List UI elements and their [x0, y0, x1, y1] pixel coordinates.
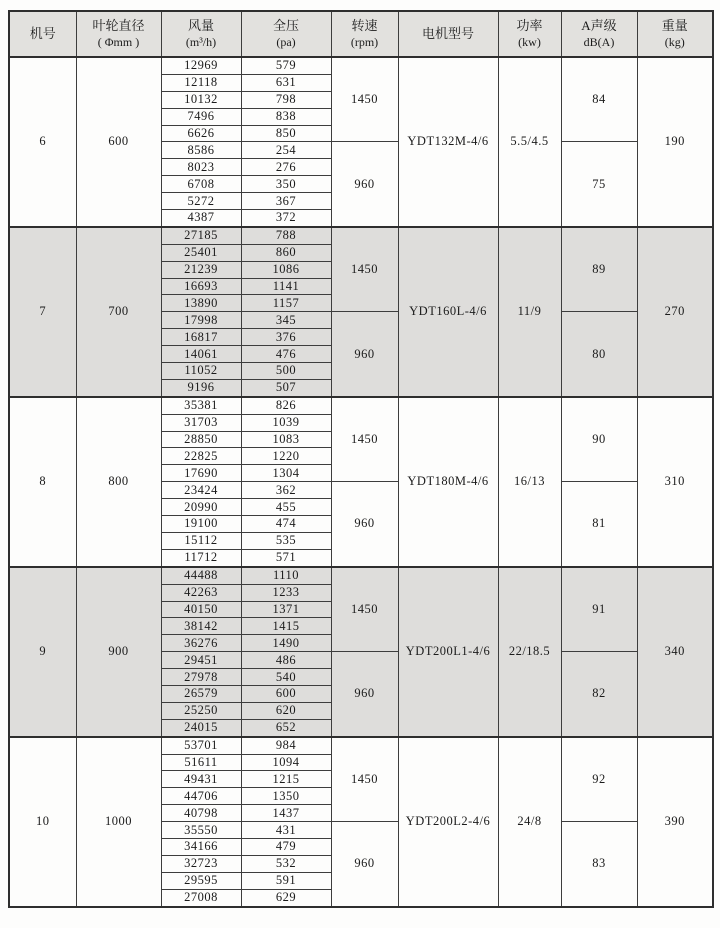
airflow-cell: 6626 — [161, 125, 241, 142]
speed-cell: 1450 — [331, 227, 398, 312]
pressure-cell: 860 — [241, 244, 331, 261]
pressure-cell: 535 — [241, 532, 331, 549]
airflow-cell: 31703 — [161, 414, 241, 431]
airflow-cell: 17690 — [161, 465, 241, 482]
weight-cell: 340 — [637, 567, 713, 737]
motor-model-cell: YDT200L2-4/6 — [398, 737, 498, 907]
airflow-cell: 38142 — [161, 618, 241, 635]
airflow-cell: 11052 — [161, 363, 241, 380]
pressure-cell: 826 — [241, 397, 331, 414]
pressure-cell: 1157 — [241, 295, 331, 312]
airflow-cell: 16693 — [161, 278, 241, 295]
pressure-cell: 1039 — [241, 414, 331, 431]
airflow-cell: 12118 — [161, 74, 241, 91]
power-cell: 16/13 — [498, 397, 561, 567]
pressure-cell: 629 — [241, 889, 331, 906]
header-label: A声级 — [581, 17, 617, 33]
speed-cell: 960 — [331, 142, 398, 227]
speed-cell: 1450 — [331, 397, 398, 482]
speed-cell: 960 — [331, 822, 398, 907]
airflow-cell: 11712 — [161, 549, 241, 566]
airflow-cell: 49431 — [161, 771, 241, 788]
pressure-cell: 620 — [241, 702, 331, 719]
weight-cell: 310 — [637, 397, 713, 567]
airflow-cell: 29451 — [161, 652, 241, 669]
airflow-cell: 26579 — [161, 685, 241, 702]
speed-cell: 960 — [331, 312, 398, 397]
pressure-cell: 486 — [241, 652, 331, 669]
header-noise-level — [561, 11, 637, 57]
pressure-cell: 532 — [241, 855, 331, 872]
machine-no-cell: 8 — [9, 397, 76, 567]
fan-spec-table — [8, 10, 714, 908]
header-row — [9, 11, 713, 57]
weight-cell: 190 — [637, 57, 713, 227]
noise-cell: 75 — [561, 142, 637, 227]
pressure-cell: 254 — [241, 142, 331, 159]
machine-no-cell: 9 — [9, 567, 76, 737]
airflow-cell: 34166 — [161, 838, 241, 855]
pressure-cell: 500 — [241, 363, 331, 380]
table-header — [9, 11, 713, 57]
pressure-cell: 591 — [241, 872, 331, 889]
airflow-cell: 21239 — [161, 261, 241, 278]
header-unit: (kw) — [518, 34, 541, 49]
airflow-cell: 13890 — [161, 295, 241, 312]
weight-cell: 270 — [637, 227, 713, 397]
diameter-cell: 800 — [76, 397, 161, 567]
speed-cell: 1450 — [331, 57, 398, 142]
diameter-cell: 1000 — [76, 737, 161, 907]
airflow-cell: 12969 — [161, 57, 241, 74]
header-unit: (m³/h) — [185, 34, 217, 49]
motor-model-cell: YDT180M-4/6 — [398, 397, 498, 567]
header-unit: dB(A) — [583, 34, 615, 49]
header-label: 叶轮直径 — [92, 17, 145, 33]
pressure-cell: 362 — [241, 482, 331, 499]
pressure-cell: 350 — [241, 176, 331, 193]
diameter-cell: 700 — [76, 227, 161, 397]
airflow-cell: 44488 — [161, 567, 241, 584]
header-motor-model — [398, 11, 498, 57]
pressure-cell: 455 — [241, 499, 331, 516]
pressure-cell: 1233 — [241, 584, 331, 601]
table-row — [9, 737, 713, 754]
pressure-cell: 1415 — [241, 618, 331, 635]
noise-cell: 91 — [561, 567, 637, 652]
airflow-cell: 4387 — [161, 210, 241, 227]
pressure-cell: 579 — [241, 57, 331, 74]
motor-model-cell: YDT200L1-4/6 — [398, 567, 498, 737]
pressure-cell: 1350 — [241, 788, 331, 805]
pressure-cell: 1094 — [241, 754, 331, 771]
header-impeller-diameter — [76, 11, 161, 57]
airflow-cell: 27978 — [161, 669, 241, 686]
pressure-cell: 571 — [241, 549, 331, 566]
airflow-cell: 32723 — [161, 855, 241, 872]
noise-cell: 81 — [561, 482, 637, 567]
pressure-cell: 1490 — [241, 635, 331, 652]
pressure-cell: 1215 — [241, 771, 331, 788]
pressure-cell: 1141 — [241, 278, 331, 295]
machine-no-cell: 6 — [9, 57, 76, 227]
power-cell: 11/9 — [498, 227, 561, 397]
airflow-cell: 25250 — [161, 702, 241, 719]
pressure-cell: 367 — [241, 193, 331, 210]
header-label: 功率 — [516, 17, 543, 33]
airflow-cell: 9196 — [161, 379, 241, 396]
airflow-cell: 17998 — [161, 312, 241, 329]
airflow-cell: 24015 — [161, 719, 241, 736]
airflow-cell: 6708 — [161, 176, 241, 193]
diameter-cell: 600 — [76, 57, 161, 227]
airflow-cell: 28850 — [161, 431, 241, 448]
table-row — [9, 567, 713, 584]
pressure-cell: 345 — [241, 312, 331, 329]
airflow-cell: 40798 — [161, 805, 241, 822]
airflow-cell: 14061 — [161, 346, 241, 363]
airflow-cell: 44706 — [161, 788, 241, 805]
header-power — [498, 11, 561, 57]
airflow-cell: 8586 — [161, 142, 241, 159]
header-label: 重量 — [661, 17, 688, 33]
header-weight — [637, 11, 713, 57]
pressure-cell: 652 — [241, 719, 331, 736]
pressure-cell: 1086 — [241, 261, 331, 278]
header-speed — [331, 11, 398, 57]
pressure-cell: 1437 — [241, 805, 331, 822]
airflow-cell: 42263 — [161, 584, 241, 601]
noise-cell: 80 — [561, 312, 637, 397]
header-unit: (kg) — [664, 34, 685, 49]
speed-cell: 960 — [331, 482, 398, 567]
airflow-cell: 35381 — [161, 397, 241, 414]
motor-model-cell: YDT160L-4/6 — [398, 227, 498, 397]
pressure-cell: 798 — [241, 91, 331, 108]
speed-cell: 960 — [331, 652, 398, 737]
airflow-cell: 27185 — [161, 227, 241, 244]
header-label: 风量 — [187, 17, 214, 33]
pressure-cell: 540 — [241, 669, 331, 686]
noise-cell: 83 — [561, 822, 637, 907]
speed-cell: 1450 — [331, 567, 398, 652]
table-body — [9, 57, 713, 907]
pressure-cell: 838 — [241, 108, 331, 125]
airflow-cell: 20990 — [161, 499, 241, 516]
header-label: 电机型号 — [421, 25, 474, 41]
airflow-cell: 29595 — [161, 872, 241, 889]
machine-no-cell: 10 — [9, 737, 76, 907]
machine-no-cell: 7 — [9, 227, 76, 397]
pressure-cell: 600 — [241, 685, 331, 702]
pressure-cell: 431 — [241, 822, 331, 839]
header-unit: (pa) — [276, 34, 296, 49]
airflow-cell: 25401 — [161, 244, 241, 261]
diameter-cell: 900 — [76, 567, 161, 737]
header-unit: (rpm) — [350, 34, 379, 49]
airflow-cell: 51611 — [161, 754, 241, 771]
header-label: 全压 — [272, 17, 299, 33]
airflow-cell: 8023 — [161, 159, 241, 176]
power-cell: 22/18.5 — [498, 567, 561, 737]
pressure-cell: 1083 — [241, 431, 331, 448]
airflow-cell: 15112 — [161, 532, 241, 549]
table-row — [9, 397, 713, 414]
airflow-cell: 7496 — [161, 108, 241, 125]
speed-cell: 1450 — [331, 737, 398, 822]
noise-cell: 82 — [561, 652, 637, 737]
airflow-cell: 23424 — [161, 482, 241, 499]
noise-cell: 89 — [561, 227, 637, 312]
weight-cell: 390 — [637, 737, 713, 907]
pressure-cell: 1220 — [241, 448, 331, 465]
pressure-cell: 631 — [241, 74, 331, 91]
airflow-cell: 40150 — [161, 601, 241, 618]
airflow-cell: 53701 — [161, 737, 241, 754]
airflow-cell: 27008 — [161, 889, 241, 906]
pressure-cell: 1110 — [241, 567, 331, 584]
header-unit: ( Φmm ) — [97, 34, 140, 49]
pressure-cell: 376 — [241, 329, 331, 346]
airflow-cell: 16817 — [161, 329, 241, 346]
header-total-pressure — [241, 11, 331, 57]
airflow-cell: 10132 — [161, 91, 241, 108]
airflow-cell: 5272 — [161, 193, 241, 210]
header-machine-no — [9, 11, 76, 57]
airflow-cell: 22825 — [161, 448, 241, 465]
pressure-cell: 788 — [241, 227, 331, 244]
motor-model-cell: YDT132M-4/6 — [398, 57, 498, 227]
airflow-cell: 36276 — [161, 635, 241, 652]
noise-cell: 92 — [561, 737, 637, 822]
airflow-cell: 35550 — [161, 822, 241, 839]
pressure-cell: 1304 — [241, 465, 331, 482]
noise-cell: 90 — [561, 397, 637, 482]
noise-cell: 84 — [561, 57, 637, 142]
table-row — [9, 57, 713, 74]
table-row — [9, 227, 713, 244]
header-label: 机号 — [29, 25, 56, 41]
pressure-cell: 850 — [241, 125, 331, 142]
pressure-cell: 476 — [241, 346, 331, 363]
airflow-cell: 19100 — [161, 516, 241, 533]
pressure-cell: 474 — [241, 516, 331, 533]
pressure-cell: 372 — [241, 210, 331, 227]
power-cell: 5.5/4.5 — [498, 57, 561, 227]
pressure-cell: 984 — [241, 737, 331, 754]
pressure-cell: 479 — [241, 838, 331, 855]
power-cell: 24/8 — [498, 737, 561, 907]
header-airflow — [161, 11, 241, 57]
pressure-cell: 507 — [241, 379, 331, 396]
header-label: 转速 — [351, 17, 378, 33]
pressure-cell: 276 — [241, 159, 331, 176]
pressure-cell: 1371 — [241, 601, 331, 618]
